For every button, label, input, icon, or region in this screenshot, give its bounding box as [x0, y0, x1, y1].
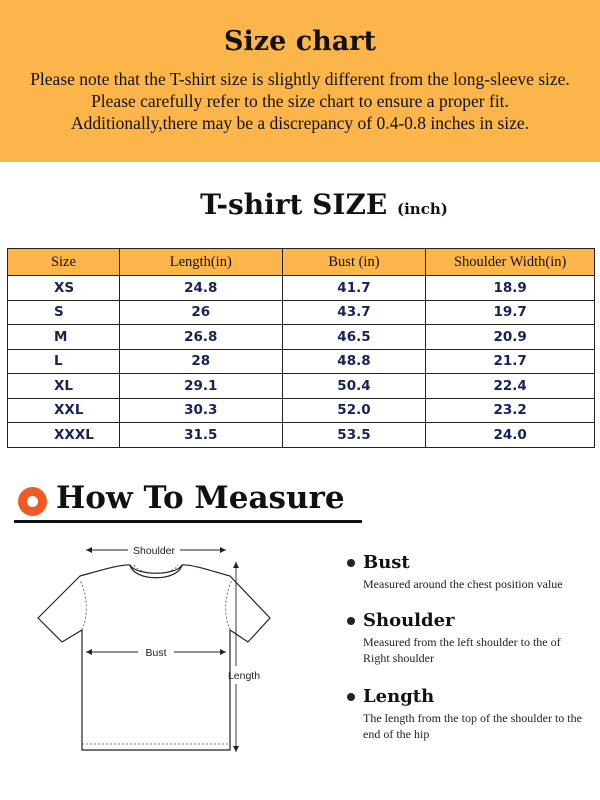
cell-bust: 41.7 [282, 276, 426, 301]
table-row [8, 325, 595, 350]
banner-line-2: Please carefully refer to the size chart to ensure a proper fit. [91, 91, 509, 111]
cell-length: 28 [119, 349, 282, 374]
cell-length: 26 [119, 300, 282, 325]
heading-underline [14, 520, 362, 523]
cell-size: M [8, 325, 120, 350]
cell-bust: 48.8 [282, 349, 426, 374]
measure-item-title: Length [363, 686, 435, 707]
measure-item-shoulder [345, 610, 590, 666]
cell-shoulder: 24.0 [426, 423, 595, 448]
diagram-label-shoulder: Shoulder [132, 545, 176, 557]
table-title-text: T-shirt SIZE [200, 188, 388, 221]
table-row [8, 300, 595, 325]
tshirt-diagram-icon [30, 538, 300, 763]
cell-shoulder: 19.7 [426, 300, 595, 325]
cell-size: S [8, 300, 120, 325]
diagram-label-bust: Bust [145, 647, 167, 659]
how-to-measure-heading [18, 480, 368, 524]
cell-size: L [8, 349, 120, 374]
section-title: How To Measure [56, 480, 345, 516]
cell-bust: 43.7 [282, 300, 426, 325]
header-bust: Bust (in) [282, 249, 426, 276]
measure-item-desc: Measured around the chest position value [363, 577, 563, 591]
cell-length: 30.3 [119, 398, 282, 423]
header-size: Size [8, 249, 120, 276]
table-row [8, 349, 595, 374]
cell-shoulder: 20.9 [426, 325, 595, 350]
cell-bust: 52.0 [282, 398, 426, 423]
cell-shoulder: 21.7 [426, 349, 595, 374]
cell-size: XXXL [8, 423, 120, 448]
cell-length: 29.1 [119, 374, 282, 399]
measure-item-bust [345, 552, 590, 593]
banner-line-1: Please note that the T-shirt size is slightly different from the long-sleeve size. [30, 69, 570, 89]
cell-size: XL [8, 374, 120, 399]
cell-size: XS [8, 276, 120, 301]
size-table [7, 248, 595, 448]
bullet-icon [347, 693, 355, 701]
info-banner [0, 0, 600, 162]
measure-item-length [345, 686, 590, 742]
cell-length: 26.8 [119, 325, 282, 350]
target-bullet-icon [18, 487, 47, 516]
cell-shoulder: 23.2 [426, 398, 595, 423]
table-row [8, 423, 595, 448]
table-title-unit: (inch) [397, 200, 448, 218]
bullet-icon [347, 559, 355, 567]
table-title [0, 188, 600, 221]
cell-bust: 53.5 [282, 423, 426, 448]
banner-line-3: Additionally,there may be a discrepancy of 0.4-0.8 inches in size. [70, 113, 530, 133]
measure-item-desc: Measured from the left shoulder to the of Right shoulder [363, 635, 561, 665]
table-header-row [8, 249, 595, 276]
header-length: Length(in) [119, 249, 282, 276]
measure-item-title: Shoulder [363, 610, 455, 631]
cell-bust: 46.5 [282, 325, 426, 350]
cell-length: 24.8 [119, 276, 282, 301]
page-title: Size chart [224, 26, 376, 57]
cell-size: XXL [8, 398, 120, 423]
cell-bust: 50.4 [282, 374, 426, 399]
cell-length: 31.5 [119, 423, 282, 448]
bullet-icon [347, 617, 355, 625]
cell-shoulder: 18.9 [426, 276, 595, 301]
measure-item-title: Bust [363, 552, 410, 573]
measure-item-desc: The length from the top of the shoulder to the end of the hip [363, 711, 582, 741]
table-row [8, 374, 595, 399]
header-shoulder-width: Shoulder Width(in) [426, 249, 595, 276]
diagram-label-length: Length [227, 670, 261, 682]
table-row [8, 276, 595, 301]
cell-shoulder: 22.4 [426, 374, 595, 399]
table-row [8, 398, 595, 423]
